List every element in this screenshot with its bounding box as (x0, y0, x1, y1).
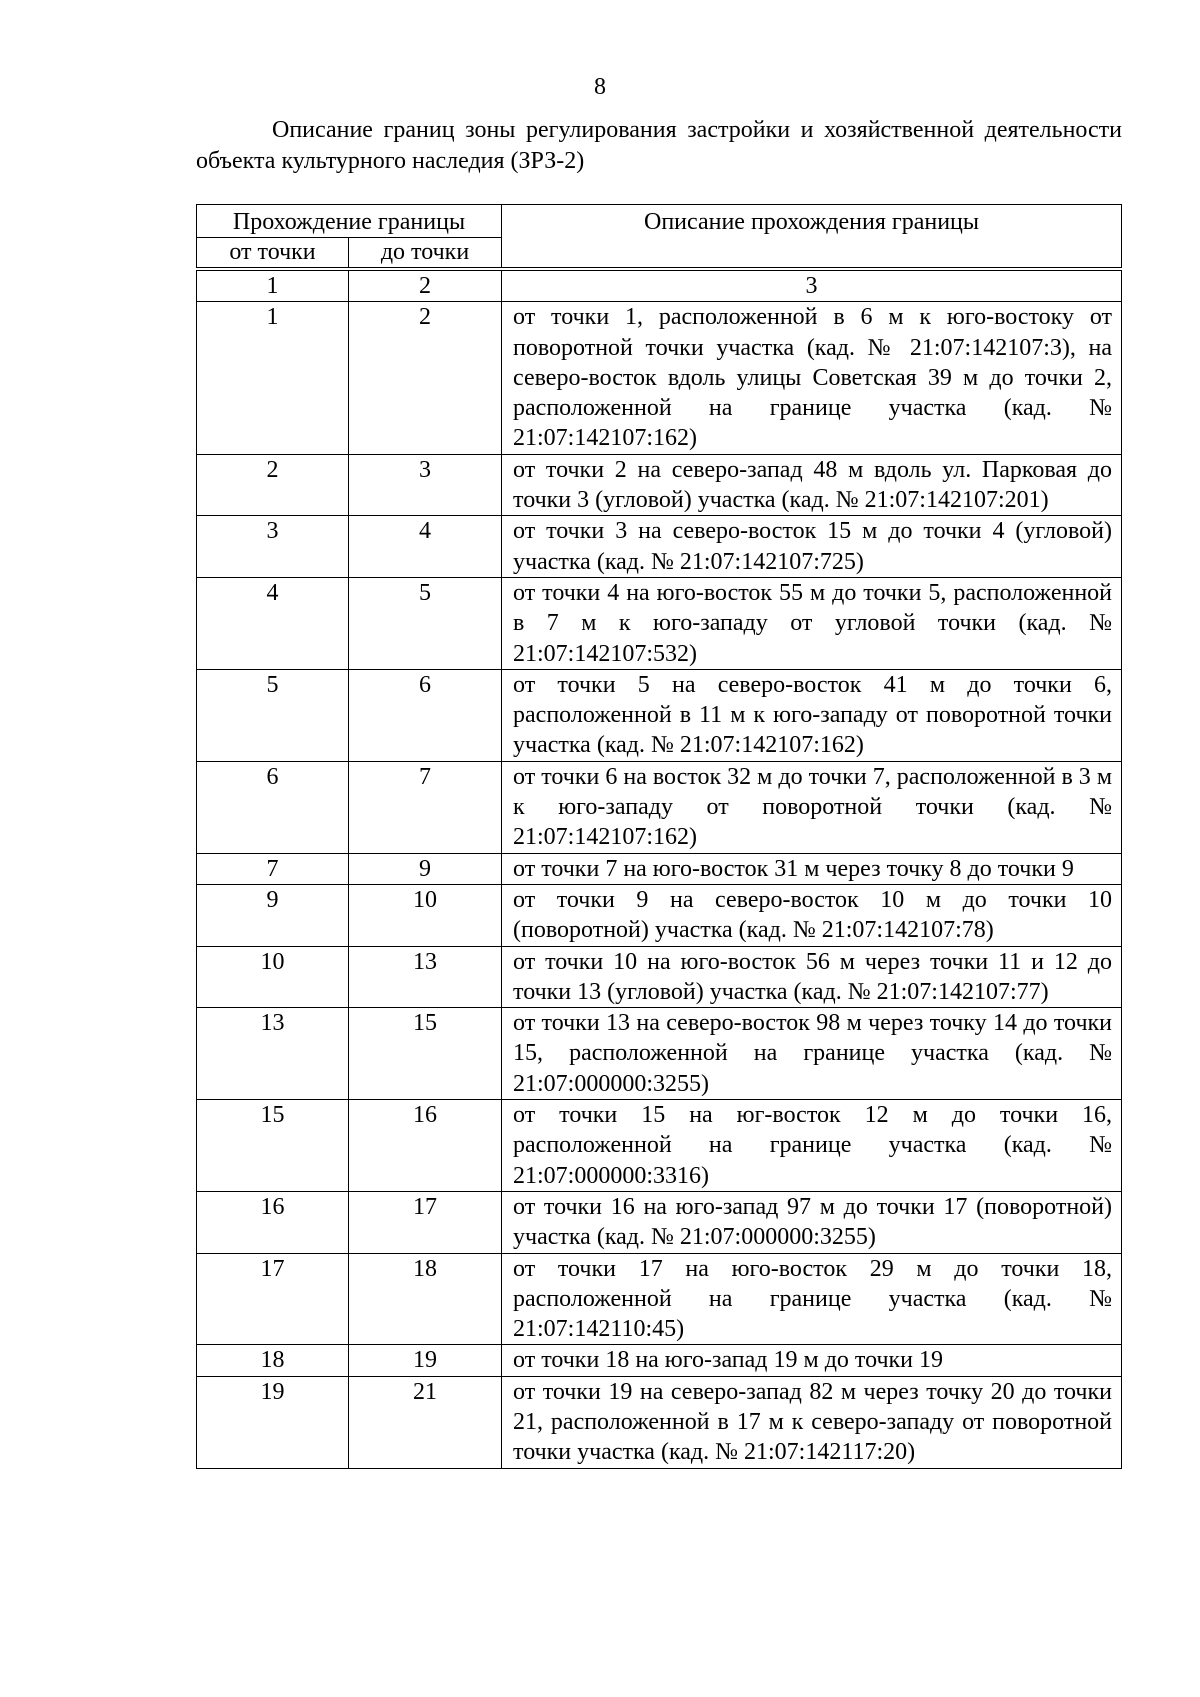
header-boundary-passage: Прохождение границы (197, 205, 502, 238)
to-point-cell: 19 (349, 1345, 502, 1376)
to-point-cell: 13 (349, 946, 502, 1008)
from-point-cell: 13 (197, 1008, 349, 1100)
description-cell: от точки 13 на северо-восток 98 м через точку 14 до точки 15, расположенной на границе участка (кад. № 21:07:000000:3255) (502, 1008, 1122, 1100)
table-row (197, 1191, 1122, 1253)
description-cell: от точки 18 на юго-запад 19 м до точки 19 (502, 1345, 1122, 1376)
to-point-cell: 3 (349, 454, 502, 516)
table-row (197, 302, 1122, 454)
header-description: Описание прохождения границы (502, 205, 1122, 270)
description-cell: от точки 7 на юго-восток 31 м через точку 8 до точки 9 (502, 853, 1122, 884)
boundary-table (196, 204, 1122, 1469)
from-point-cell: 16 (197, 1191, 349, 1253)
to-point-cell: 6 (349, 669, 502, 761)
table-row (197, 577, 1122, 669)
description-cell: от точки 2 на северо-запад 48 м вдоль ул. Парковая до точки 3 (угловой) участка (кад. № 21:07:142107:201) (502, 454, 1122, 516)
table-row (197, 946, 1122, 1008)
header-row (197, 205, 1122, 238)
to-point-cell: 9 (349, 853, 502, 884)
description-cell: от точки 9 на северо-восток 10 м до точки 10 (поворотной) участка (кад. № 21:07:142107:78) (502, 884, 1122, 946)
to-point-cell: 4 (349, 516, 502, 578)
to-point-cell: 5 (349, 577, 502, 669)
description-cell: от точки 1, расположенной в 6 м к юго-востоку от поворотной точки участка (кад. № 21:07:142107:3), на северо-восток вдоль улицы Советская 39 м до точки 2, расположенной на границе участка (кад. № 21:07:142107:162) (502, 302, 1122, 454)
header-to-point: до точки (349, 238, 502, 270)
table-row (197, 853, 1122, 884)
table-row (197, 516, 1122, 578)
to-point-cell: 7 (349, 761, 502, 853)
table-row (197, 1376, 1122, 1468)
column-number-3: 3 (502, 269, 1122, 302)
table-row (197, 884, 1122, 946)
header-from-point: от точки (197, 238, 349, 270)
description-cell: от точки 5 на северо-восток 41 м до точки 6, расположенной в 11 м к юго-западу от поворотной точки участка (кад. № 21:07:142107:162) (502, 669, 1122, 761)
description-cell: от точки 10 на юго-восток 56 м через точки 11 и 12 до точки 13 (угловой) участка (кад. № 21:07:142107:77) (502, 946, 1122, 1008)
from-point-cell: 18 (197, 1345, 349, 1376)
description-cell: от точки 4 на юго-восток 55 м до точки 5, расположенной в 7 м к юго-западу от угловой точки (кад. № 21:07:142107:532) (502, 577, 1122, 669)
from-point-cell: 5 (197, 669, 349, 761)
from-point-cell: 4 (197, 577, 349, 669)
from-point-cell: 1 (197, 302, 349, 454)
page-number: 8 (594, 74, 606, 100)
from-point-cell: 19 (197, 1376, 349, 1468)
from-point-cell: 17 (197, 1253, 349, 1345)
description-cell: от точки 17 на юго-восток 29 м до точки 18, расположенной на границе участка (кад. № 21:07:142110:45) (502, 1253, 1122, 1345)
to-point-cell: 2 (349, 302, 502, 454)
column-number-1: 1 (197, 269, 349, 302)
table-row (197, 1100, 1122, 1192)
from-point-cell: 9 (197, 884, 349, 946)
from-point-cell: 10 (197, 946, 349, 1008)
to-point-cell: 17 (349, 1191, 502, 1253)
from-point-cell: 3 (197, 516, 349, 578)
table-row (197, 761, 1122, 853)
table-row (197, 669, 1122, 761)
from-point-cell: 2 (197, 454, 349, 516)
to-point-cell: 18 (349, 1253, 502, 1345)
description-cell: от точки 16 на юго-запад 97 м до точки 17 (поворотной) участка (кад. № 21:07:000000:3255) (502, 1191, 1122, 1253)
from-point-cell: 6 (197, 761, 349, 853)
to-point-cell: 16 (349, 1100, 502, 1192)
to-point-cell: 10 (349, 884, 502, 946)
table-row (197, 1253, 1122, 1345)
description-cell: от точки 19 на северо-запад 82 м через точку 20 до точки 21, расположенной в 17 м к северо-западу от поворотной точки участка (кад. № 21:07:142117:20) (502, 1376, 1122, 1468)
column-numbers-row (197, 269, 1122, 302)
table-row (197, 1345, 1122, 1376)
table-row (197, 454, 1122, 516)
table-row (197, 1008, 1122, 1100)
from-point-cell: 7 (197, 853, 349, 884)
column-number-2: 2 (349, 269, 502, 302)
description-cell: от точки 6 на восток 32 м до точки 7, расположенной в 3 м к юго-западу от поворотной точки (кад. № 21:07:142107:162) (502, 761, 1122, 853)
section-title: Описание границ зоны регулирования застройки и хозяйственной деятельности объекта культурного наследия (ЗРЗ-2) (196, 117, 1122, 174)
to-point-cell: 21 (349, 1376, 502, 1468)
description-cell: от точки 15 на юг-восток 12 м до точки 16, расположенной на границе участка (кад. № 21:07:000000:3316) (502, 1100, 1122, 1192)
from-point-cell: 15 (197, 1100, 349, 1192)
to-point-cell: 15 (349, 1008, 502, 1100)
description-cell: от точки 3 на северо-восток 15 м до точки 4 (угловой) участка (кад. № 21:07:142107:725) (502, 516, 1122, 578)
